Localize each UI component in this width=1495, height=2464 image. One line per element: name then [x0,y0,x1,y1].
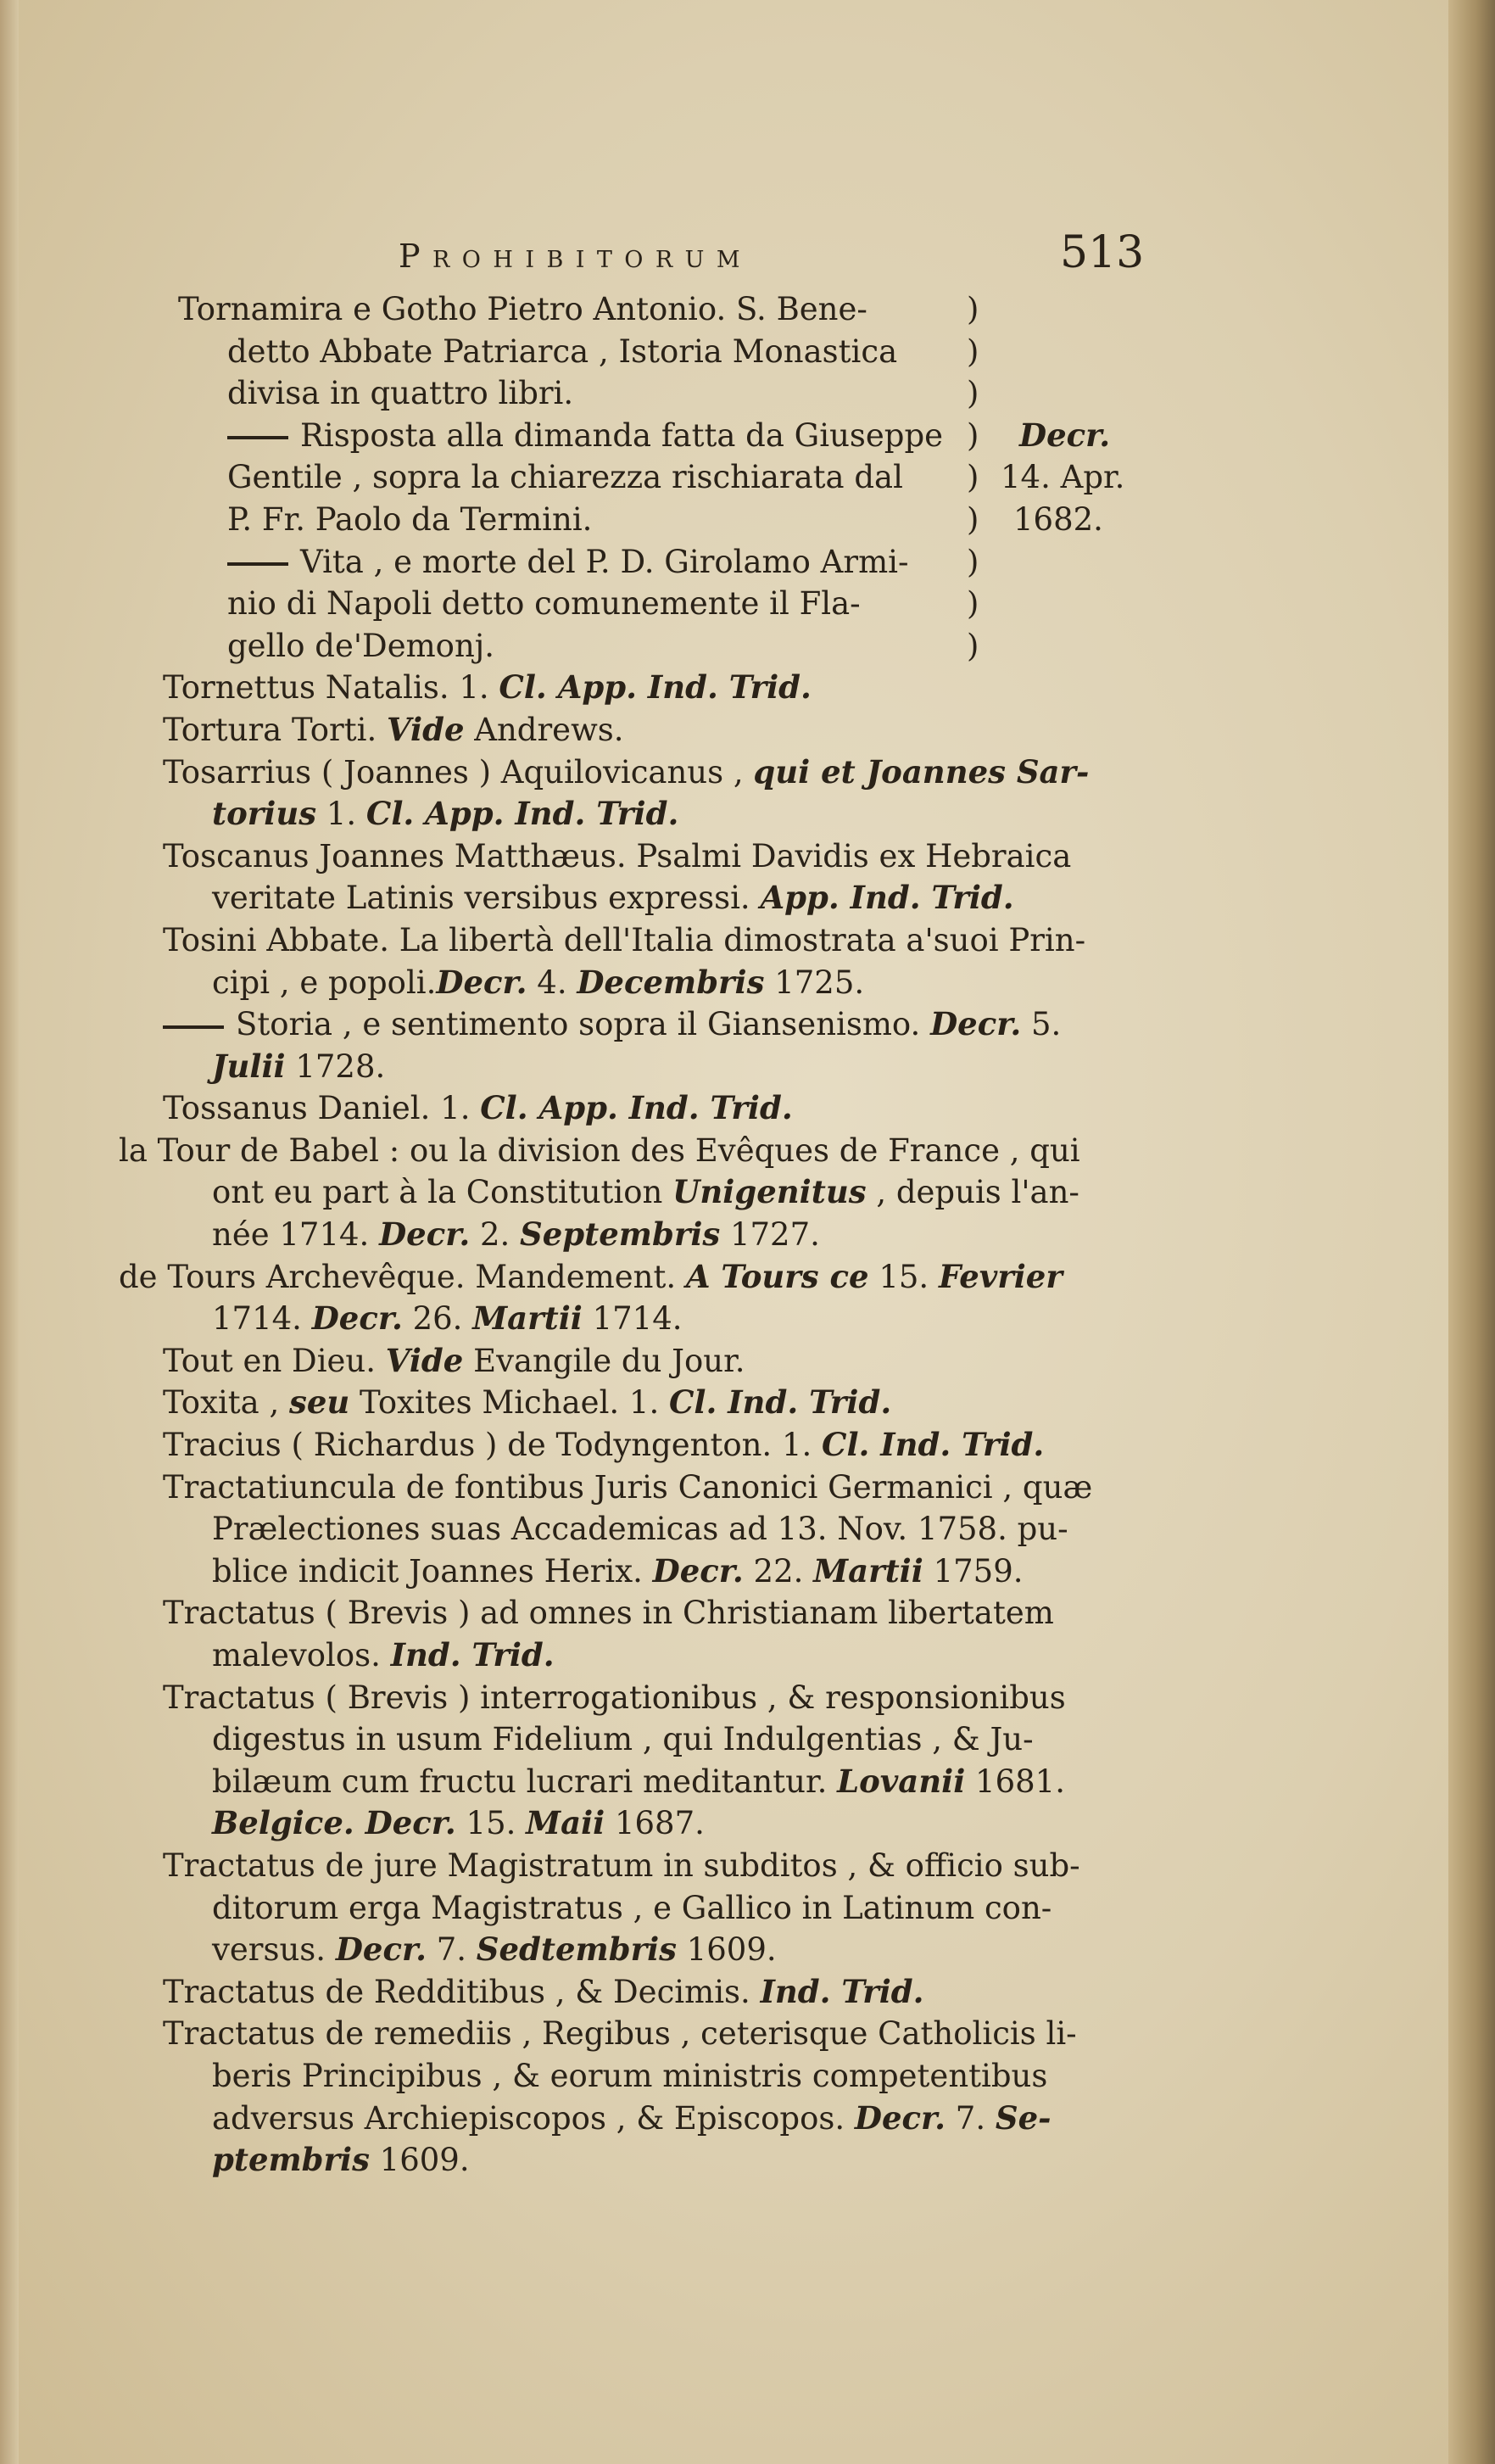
ditto-dash [227,562,288,566]
side-decr: Decr. [1019,416,1111,454]
side-date: 14. Apr. [1001,459,1125,496]
index-column [119,288,1145,2182]
entry-tractatus-brevis-1: Tractatus ( Brevis ) ad omnes in Christianam libertatem [163,1595,1054,1632]
entry-storia-cont: Julii 1728. [212,1047,386,1085]
entry-tractatus-brevis-1-cont: malevolos. Ind. Trid. [212,1636,555,1673]
entry-tracius: Tracius ( Richardus ) de Todyngenton. 1. Cl. Ind. Trid. [163,1426,1045,1464]
entry-tosini: Tosini Abbate. La libertà dell'Italia dimostrata a'suoi Prin- [163,921,1086,958]
entry-tractatiuncula: Tractatiuncula de fontibus Juris Canonici Germanici , quæ [163,1468,1093,1506]
page-left-edge [0,0,19,2464]
block-line-5: Gentile , sopra la chiarezza rischiarata dal ) 14. Apr. [119,456,1145,499]
block-line-6: P. Fr. Paolo da Termini. ) 1682. [119,499,1145,541]
side-year: 1682. [1013,500,1103,538]
entry-tractatus-jure-cont: ditorum erga Magistratus , e Gallico in Latinum con- [212,1889,1052,1926]
entry-tractatiuncula-cont: Prælectiones suas Accademicas ad 13. Nov. 1758. pu- [212,1511,1068,1548]
page-number: 513 [1060,227,1145,278]
entry-tours: de Tours Archevêque. Mandement. A Tours ce 15. Fevrier [119,1257,1063,1295]
entry-tractatus-jure: Tractatus de jure Magistratum in subditos , & officio sub- [163,1847,1080,1884]
entry-tornettus: Tornettus Natalis. 1. Cl. App. Ind. Trid. [163,668,812,707]
running-header: Prohibitorum [399,237,752,275]
block-line-1: Tornamira e Gotho Pietro Antonio. S. Bene- ) [178,291,979,327]
entry-tours-cont: 1714. Decr. 26. Martii 1714. [212,1299,683,1338]
entry-tractatus-remediis-cont2: adversus Archiepiscopos , & Episcopos. Decr. 7. Se- [212,2098,1052,2137]
entry-tractatus-brevis-2-cont: digestus in usum Fidelium , qui Indulgentias , & Ju- [212,1721,1034,1758]
block-line-4: Risposta alla dimanda fatta da Giuseppe ) Decr. [119,415,1145,457]
entry-tosini-cont: cipi , e popoli.Decr. 4. Decembris 1725. [212,963,865,1001]
entry-tour-de-babel-cont2: née 1714. Decr. 2. Septembris 1727. [212,1215,820,1254]
entry-tortura: Tortura Torti. Vide Andrews. [163,710,624,748]
ditto-dash [163,1025,224,1029]
entry-tractatus-brevis-2: Tractatus ( Brevis ) interrogationibus , & responsionibus [163,1679,1066,1716]
entry-tractatus-redditibus: Tractatus de Redditibus , & Decimis. Ind. Trid. [163,1972,924,2010]
block-line-3: divisa in quattro libri. ) [227,375,979,412]
entry-tractatus-remediis-cont3: ptembris 1609. [212,2141,470,2179]
entry-tour-de-babel: la Tour de Babel : ou la division des Evêques de France , qui [119,1131,1080,1169]
entry-toxita: Toxita , seu Toxites Michael. 1. Cl. Ind. Trid. [163,1383,892,1422]
entry-tractatiuncula-cont2: blice indicit Joannes Herix. Decr. 22. Martii 1759. [212,1551,1024,1590]
entry-storia: Storia , e sentimento sopra il Giansenismo. Decr. 5. [119,1003,1145,1046]
ditto-dash [227,436,288,439]
block-line-9: gello de'Demonj. ) [227,627,979,664]
block-line-8: nio di Napoli detto comunemente il Fla- ) [227,585,979,623]
entry-tractatus-remediis-cont: beris Principibus , & eorum ministris competentibus [212,2057,1048,2094]
entry-toscanus-cont: veritate Latinis versibus expressi. App. Ind. Trid. [212,879,1014,917]
entry-tossanus: Tossanus Daniel. 1. Cl. App. Ind. Trid. [163,1089,793,1127]
block-line-2: detto Abbate Patriarca , Istoria Monastica ) [227,332,979,370]
entry-tractatus-brevis-2-cont3: Belgice. Decr. 15. Maii 1687. [212,1804,705,1842]
entry-tractatus-brevis-2-cont2: bilæum cum fructu lucrari meditantur. Lovanii 1681. [212,1762,1065,1800]
entry-toscanus: Toscanus Joannes Matthæus. Psalmi Davidis ex Hebraica [163,837,1072,874]
block-line-7: Vita , e morte del P. D. Girolamo Armi- ) [119,541,1145,584]
entry-tractatus-jure-cont2: versus. Decr. 7. Sedtembris 1609. [212,1930,777,1969]
entry-tosarrius: Tosarrius ( Joannes ) Aquilovicanus , qui et Joannes Sar- [163,752,1090,791]
entry-tour-de-babel-cont: ont eu part à la Constitution Unigenitus , depuis l'an- [212,1173,1079,1211]
page-right-edge [1448,0,1495,2464]
entry-tout-en-dieu: Tout en Dieu. Vide Evangile du Jour. [163,1341,745,1379]
entry-tractatus-remediis: Tractatus de remediis , Regibus , ceterisque Catholicis li- [163,2015,1077,2053]
entry-tosarrius-cont: torius 1. Cl. App. Ind. Trid. [212,795,679,833]
